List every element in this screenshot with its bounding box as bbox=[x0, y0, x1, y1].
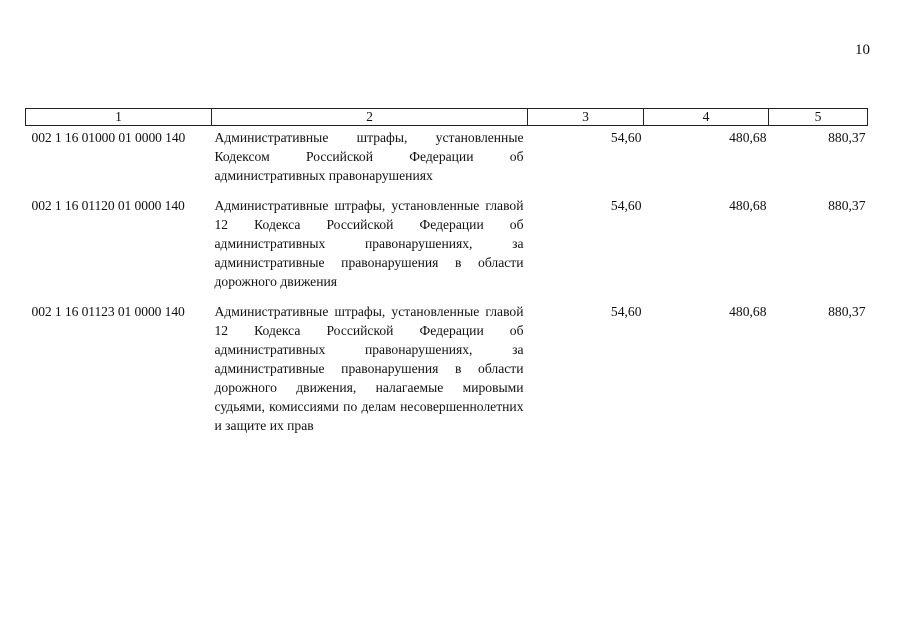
column-header-3: 3 bbox=[528, 109, 644, 126]
budget-code: 002 1 16 01000 01 0000 140 bbox=[31, 130, 186, 145]
revenue-name: Административные штрафы, установленные главой 12 Кодекса Российской Федерации об административных правонарушениях, за административные правонарушения в области дорожного движения, налагаемые мировыми судьями, комиссиями по делам несовершеннолетних и защите их прав bbox=[214, 304, 524, 433]
column-header-4: 4 bbox=[644, 109, 769, 126]
column-header-2: 2 bbox=[212, 109, 528, 126]
column-header-5: 5 bbox=[769, 109, 868, 126]
value-col-5: 880,37 bbox=[828, 304, 866, 319]
value-col-5: 880,37 bbox=[828, 130, 866, 145]
table-row bbox=[26, 185, 868, 291]
budget-code: 002 1 16 01123 01 0000 140 bbox=[31, 304, 185, 319]
header-row bbox=[26, 109, 868, 126]
revenue-name: Административные штрафы, установленные главой 12 Кодекса Российской Федерации об административных правонарушениях, за административные правонарушения в области дорожного движения bbox=[214, 198, 524, 289]
value-col-4: 480,68 bbox=[729, 198, 767, 213]
value-col-3: 54,60 bbox=[610, 198, 642, 213]
page-number: 10 bbox=[855, 42, 870, 58]
value-col-4: 480,68 bbox=[729, 130, 767, 145]
table-header bbox=[26, 109, 868, 126]
value-col-3: 54,60 bbox=[610, 304, 642, 319]
value-col-3: 54,60 bbox=[610, 130, 642, 145]
table-body bbox=[26, 126, 868, 436]
value-col-5: 880,37 bbox=[828, 198, 866, 213]
column-header-1: 1 bbox=[26, 109, 212, 126]
table-row bbox=[26, 126, 868, 186]
budget-code: 002 1 16 01120 01 0000 140 bbox=[31, 198, 185, 213]
value-col-4: 480,68 bbox=[729, 304, 767, 319]
revenue-name: Административные штрафы, установленные Кодексом Российской Федерации об административных правонарушениях bbox=[214, 130, 524, 183]
table-row bbox=[26, 291, 868, 435]
budget-table bbox=[25, 108, 868, 435]
